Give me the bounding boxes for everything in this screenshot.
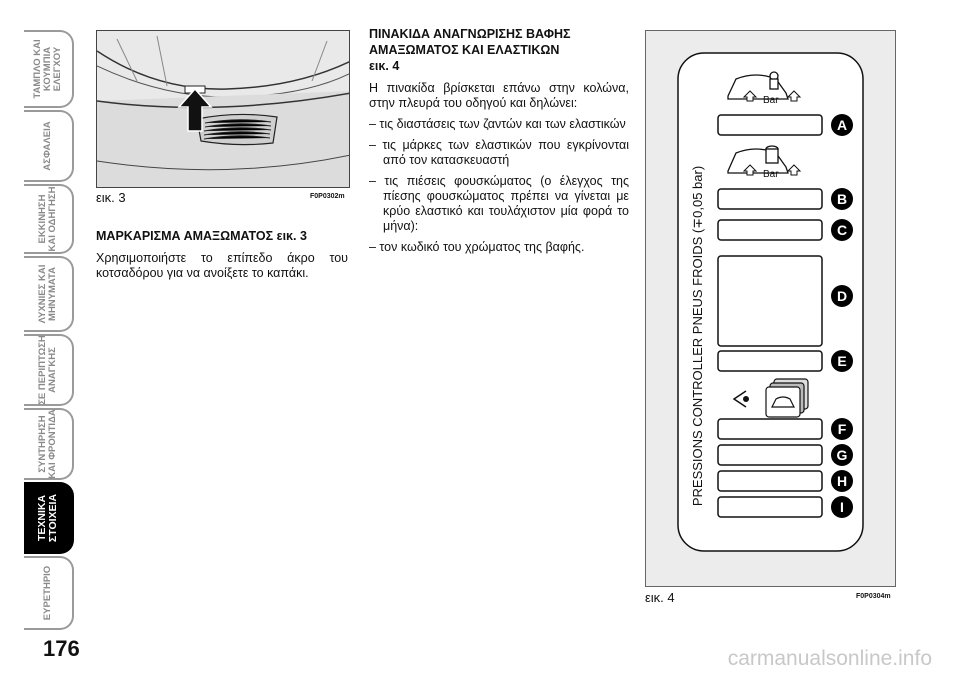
figure-3 [96,30,350,188]
side-tab-label: ΤΕΧΝΙΚΑ ΣΤΟΙΧΕΙΑ [36,493,59,543]
section-heading-line3: εικ. 4 [369,59,400,73]
badge-letter: C [836,222,848,238]
badge-letter: A [836,117,848,133]
side-tab-technical[interactable] [24,482,74,554]
side-tab-safety[interactable] [24,110,74,182]
figure-4-code: F0P0304m [856,593,891,600]
figure-4 [645,30,896,587]
side-tab-index[interactable] [24,556,74,630]
side-tab-lights[interactable] [24,256,74,332]
figure-4-caption: εικ. 4 [645,590,675,605]
section-heading-line2: ΑΜΑΞΩΜΑΤΟΣ ΚΑΙ ΕΛΑΣΤΙΚΩΝ [369,43,560,57]
list-item: – τις διαστάσεις των ζαντών και των ελαστικών [369,117,626,131]
side-tab-starting[interactable] [24,184,74,254]
side-tab-label: ΣΥΝΤΗΡΗΣΗ ΚΑΙ ΦΡΟΝΤΙΔΑ [37,409,58,479]
tyre-pressure-plate [646,31,897,588]
side-tab-dashboard[interactable] [24,30,74,108]
badge-letter: E [837,353,847,369]
badge-letter: H [836,473,848,489]
figure-3-code: F0P0302m [310,193,345,200]
side-tab-label: ΣΕ ΠΕΡΙΠΤΩΣΗ ΑΝΑΓΚΗΣ [37,335,58,405]
side-tab-emergency[interactable] [24,334,74,406]
plate-vertical-text: PRESSIONS CONTROLLER PNEUS FROIDS (∓0,05 bar) [690,165,705,507]
paint-samples-icon [766,379,808,417]
list-item: – τις μάρκες των ελαστικών που εγκρίνονται από τον κατασκευαστή [369,138,629,167]
side-tab-maintenance[interactable] [24,408,74,480]
side-tab-label: ΑΣΦΑΛΕΙΑ [42,121,53,171]
badge-letter: D [836,288,848,304]
section-intro: Η πινακίδα βρίσκεται επάνω στην κολώνα, στην πλευρά του οδηγού και δηλώνει: [369,81,629,110]
watermark: carmanualsonline.info [727,647,932,670]
bar-label-1: Bar [763,95,779,106]
left-text-block [96,228,348,281]
trunk-lid-illustration [97,31,350,188]
side-tab-label: ΕΥΡΕΤΗΡΙΟ [42,565,53,621]
list-item: – τις πιέσεις φουσκώματος (ο έλεγχος της πίεσης φουσκώματος πρέπει να γίνεται με κρύο ελαστικό και τουλάχιστον μία φορά το μήνα): [369,174,629,233]
bar-label-2: Bar [763,169,779,180]
side-tab-label: ΕΚΚΙΝΗΣΗ ΚΑΙ ΟΔΗΓΗΣΗ [37,186,58,252]
section-heading-line1: ΠΙΝΑΚΙΔΑ ΑΝΑΓΝΩΡΙΣΗΣ ΒΑΦΗΣ [369,27,571,41]
list-item: – τον κωδικό του χρώματος της βαφής. [369,240,585,254]
side-tab-label: ΤΑΜΠΛΟ ΚΑΙ ΚΟΥΜΠΙΑ ΕΛΕΓΧΟΥ [32,39,63,99]
figure-3-caption: εικ. 3 [96,190,126,205]
badge-letter: F [837,421,847,437]
section-heading: ΜΑΡΚΑΡΙΣΜΑ ΑΜΑΞΩΜΑΤΟΣ εικ. 3 [96,229,307,243]
side-tab-label: ΛΥΧΝΙΕΣ ΚΑΙ ΜΗΝΥΜΑΤΑ [37,264,58,324]
page-number: 176 [43,636,80,661]
badge-letter: G [836,447,848,463]
section-body: Χρησιμοποιήστε το επίπεδο άκρο του κοτσαδόρου για να ανοίξετε το καπάκι. [96,251,348,280]
badge-letter: B [836,191,848,207]
right-text-block [369,26,629,255]
badge-letter: I [840,499,844,515]
